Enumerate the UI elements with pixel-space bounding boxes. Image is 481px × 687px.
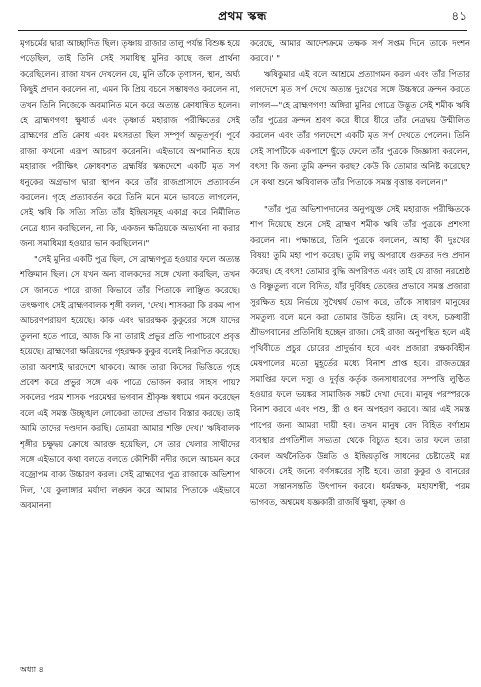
running-title: প্রথম স্কন্ধ [218,9,267,23]
left-paragraph-1: মৃগচর্মের দ্বারা আচ্ছাদিত ছিল। তৃষ্ণায় রাজার তালু পর্যন্ত বিশুষ্ক হয়ে পড়েছিল, তাই তিনি সেই সমাধিস্থ মুনির কাছে জল প্রার্থনা করেছিলেন। রাজা যখন দেখলেন যে, মুনি তাঁকে তৃণাসন, স্থান, অর্ঘ্য কিছুই প্রদান করলেন না, এমন কি প্রিয় বচনে সম্ভাষণও করলেন না, তখন তিনি নিজেকে অবমানিত মনে করে অত্যন্ত ক্রোধান্বিত হলেন। হে ব্রাহ্মণগণ! ক্ষুধার্ত এবং তৃষ্ণার্ত মহারাজ পরীক্ষিতের সেই ব্রাহ্মণের প্রতি ক্রোধ এবং মৎসরতা ছিল সম্পূর্ণ অভূতপূর্ব। পূর্বে রাজা কখনো এরূপ আচরণ করেননি। এইভাবে অপমানিত হয়ে মহারাজ পরীক্ষিৎ ক্রোধবশত ব্রহ্মর্ষির স্কন্ধদেশে একটি মৃত সর্প ধনুকের অগ্রভাগ দ্বারা স্থাপন করে তাঁর রাজপ্রাসাদে প্রত্যাবর্তন করলেন। গৃহে প্রত্যাবর্তন করে তিনি মনে মনে ভাবতে লাগলেন, সেই ঋষি কি সত্যি সত্যি তাঁর ইন্দ্রিয়সমূহ একাগ্র করে নির্মীলিত নেত্রে ধ্যান করছিলেন, না কি, একজন ক্ষত্রিয়কে অভ্যর্থনা না করার জন্য সমাধিমগ্ন হওয়ার ভান করছিলেন।" [20,38,240,249]
right-paragraph-1: করেছে, আমার আদেশক্রমে তক্ষক সর্প সপ্তম দিনে তাকে দংশন করবে।' " [250,38,470,64]
page-number: ৪১ [451,9,467,23]
page-header [18,8,467,28]
right-paragraph-2: ঋষিকুমার এই বলে আশ্রমে প্রত্যাগমন করল এবং তাঁর পিতার গলদেশে মৃত সর্প দেখে অত্যন্ত দুঃখের সঙ্গে উচ্চস্বরে ক্রন্দন করতে লাগল—"হে ব্রাহ্মণগণ! অঙ্গিরা মুনির গোত্রে উদ্ভূত সেই শমীক ঋষি তাঁর পুত্রের ক্রন্দন শ্রবণ করে ধীরে ধীরে তাঁর নেত্রদ্বয় উন্মীলিত করলেন এবং তাঁর গলদেশে একটি মৃত সর্প দেখতে পেলেন। তিনি সেই সাপটিকে একপাশে ছুঁড়ে ফেলে তাঁর পুত্রকে জিজ্ঞাসা করলেন, বৎস! কি জন্য তুমি ক্রন্দন করছ? কেউ কি তোমার অনিষ্ট করেছে? সে কথা শুনে ঋষিবালক তাঁর পিতাকে সমস্ত বৃত্তান্ত বললেন।" [250,68,470,187]
left-column [20,36,240,653]
header-divider [18,30,467,31]
right-paragraph-3: "তাঁর পুত্র অভিশাপদানের অনুপযুক্ত সেই মহারাজ পরীক্ষিতকে শাপ দিয়েছে শুনে সেই ব্রাহ্মণ শমীক ঋষি তাঁর পুত্রকে প্রশংসা করলেন না। পক্ষান্তরে, তিনি পুত্রকে বললেন, আহা কী দুঃখের বিষয়! তুমি মহা পাপ করেছ। তুমি লঘু অপরাধে গুরুতর দণ্ড প্রদান করেছ। হে বৎস! তোমার বুদ্ধি অপরিণত এবং তাই যে রাজা নরশ্রেষ্ঠ ও বিষ্ণুতুল্য বলে বিদিত, যাঁর দুর্বিষহ তেজের প্রভাবে সমস্ত প্রজারা সুরক্ষিত হয়ে নির্ভয়ে সুখৈশ্বর্য ভোগ করে, তাঁকে সাধারণ মানুষের সমতুল্য বলে মনে করা তোমার উচিত হয়নি। হে বৎস, চক্রধারী শ্রীভগবানের প্রতিনিধি হচ্ছেন রাজা। সেই রাজা অনুপস্থিত হলে এই পৃথিবীতে প্রচুর চোরের প্রাদুর্ভাব হবে এবং প্রজারা রক্ষকবিহীন মেষপালের মতো মুহূর্তের মধ্যে বিনাশ প্রাপ্ত হবে। রাজতন্ত্রের সমাপ্তির ফলে দস্যু ও দুর্বৃত্ত কর্তৃক জনসাধারণের সম্পত্তি লুণ্ঠিত হওয়ার ফলে ভয়ঙ্কর সামাজিক সঙ্কট দেখা দেবে। মানুষ পরস্পরকে বিনাশ করবে এবং পশু, স্ত্রী ও ধন অপহরণ করবে। আর এই সমস্ত পাপের জন্য আমরা দায়ী হব। তখন মানুষ বেদ বিহিত বর্ণাশ্রম ব্যবস্থার প্রগতিশীল সভ্যতা থেকে বিচ্যুত হবে। তার ফলে তারা কেবল অর্থনৈতিক উন্নতি ও ইন্দ্রিয়তৃপ্তি সাধনের চেষ্টাতেই মগ্ন থাকবে। সেই জন্যে বর্ণসঙ্করের সৃষ্টি হবে। তারা কুকুর ও বানরের মতো সন্তানসন্ততি উৎপাদন করবে। ধর্মরক্ষক, মহাযশস্বী, পরম ভাগবত, অশ্বমেধ যজ্ঞকারী রাজর্ষি ক্ষুধা, তৃষ্ণা ও [250,204,470,507]
left-paragraph-2: "সেই মুনির একটি পুত্র ছিল, সে ব্রাহ্মণপুত্র হওয়ার ফলে অত্যন্ত শক্তিমান ছিল। সে যখন অন্য বালকদের সঙ্গে খেলা করছিল, তখন সে জানতে পারে রাজা কিভাবে তাঁর পিতাকে লাঞ্ছিত করেছে। তৎক্ষণাৎ সেই ব্রাহ্মণবালক শৃঙ্গী বলল, 'দেখ। শাসকরা কি রকম পাপ আচরণপরায়ণ হয়েছে। কাক এবং দ্বাররক্ষক কুকুরের সঙ্গে যাদের তুলনা হতে পারে, আজ কি না তারাই প্রভুর প্রতি পাপাচরণে প্রবৃত্ত হয়েছে। ব্রাহ্মণেরা ক্ষত্রিয়দের গৃহরক্ষক কুকুর বলেই নিরূপিত করেছে। তারা অবশ্যই দ্বারদেশে থাকবে। আজ তারা কিসের ভিত্তিতে গৃহে প্রবেশ করে প্রভুর সঙ্গে এক পাত্রে ভোজন করার সাহস পায়? সকলের পরম শাসক পরমেশ্বর ভগবান শ্রীকৃষ্ণ স্বধামে গমন করেছেন বলে এই সমস্ত উচ্ছৃঙ্খল লোকেরা তাদের প্রভাব বিস্তার করছে। তাই আমি তাদের দণ্ডদান করছি। তোমরা আমার শক্তি দেখ।' ঋষিবালক শৃঙ্গীর চক্ষুদ্বয় ক্রোধে আরক্ত হয়েছিল, সে তার খেলার সাথীদের সঙ্গে এইভাবে কথা বলতে বলতে কৌশিকী নদীর জলে আচমন করে বজ্রোপম বাক্য উচ্চারণ করল। সেই ব্রাহ্মণের পুত্র রাজাকে অভিশাপ দিল, 'যে কুলাঙ্গার মর্যাদা লঙ্ঘন করে আমার পিতাকে এইভাবে অবমাননা [20,253,240,511]
page-footer: অধ্যা ৪ [20,665,44,674]
paragraph-gap [250,190,470,202]
right-column [250,36,470,653]
